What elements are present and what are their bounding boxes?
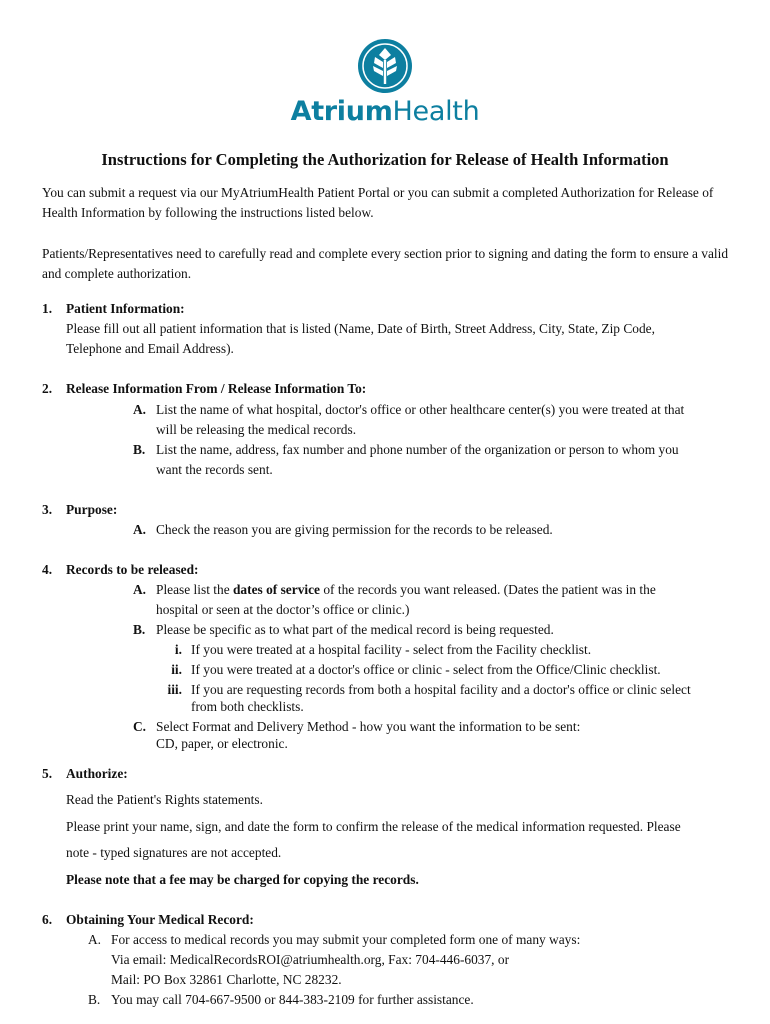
section-4-i-text: If you were treated at a hospital facility - select from the Facility checklist. — [191, 642, 592, 657]
section-6-number: 6. — [42, 912, 53, 927]
section-3-a-text: Check the reason you are giving permission for the records to be released. — [156, 522, 553, 537]
section-6-a-text-1: For access to medical records you may submit your completed form one of many ways: — [111, 932, 581, 947]
section-4-iii-marker: iii. — [167, 682, 182, 697]
brand-name: AtriumHealth — [290, 96, 480, 127]
section-1-text-2: Telephone and Email Address). — [66, 341, 234, 356]
section-5-text-3: note - typed signatures are not accepted. — [66, 845, 282, 860]
section-2-a-text-2: will be releasing the medical records. — [156, 422, 357, 437]
section-4-c-marker: C. — [133, 719, 147, 734]
section-3-heading: Purpose: — [66, 502, 118, 517]
section-6-b-marker: B. — [88, 992, 101, 1007]
section-4-a-text-2: hospital or seen at the doctor’s office or clinic.) — [156, 602, 410, 617]
section-5-heading: Authorize: — [66, 766, 128, 781]
section-4-number: 4. — [42, 562, 53, 577]
section-3-a-marker: A. — [133, 522, 147, 537]
intro-paragraph-1: You can submit a request via our MyAtriumHealth Patient Portal or you can submit a completed Authorization for Release of Health Information by following the instructions listed below. — [42, 185, 714, 220]
section-4-i-marker: i. — [174, 642, 182, 657]
section-4-ii-text: If you were treated at a doctor's office or clinic - select from the Office/Clinic checklist. — [191, 662, 661, 677]
section-2-b-text-1: List the name, address, fax number and phone number of the organization or person to whom you — [156, 442, 679, 457]
section-4-a-text-1: Please list the dates of service of the records you want released. (Dates the patient was in the — [156, 582, 656, 597]
section-2-a-marker: A. — [133, 402, 147, 417]
section-4-heading: Records to be released: — [66, 562, 199, 577]
atrium-health-logo — [290, 38, 480, 128]
section-5-number: 5. — [42, 766, 53, 781]
section-1-heading: Patient Information: — [66, 301, 185, 316]
section-6-a-text-2: Via email: MedicalRecordsROI@atriumhealth.org, Fax: 704-446-6037, or — [111, 952, 510, 967]
section-4-ii-marker: ii. — [171, 662, 182, 677]
section-5-fee-note: Please note that a fee may be charged for copying the records. — [66, 872, 419, 887]
section-6-a-text-3: Mail: PO Box 32861 Charlotte, NC 28232. — [111, 972, 342, 987]
section-4-a-marker: A. — [133, 582, 147, 597]
section-2-b-marker: B. — [133, 442, 146, 457]
page-title: Instructions for Completing the Authorization for Release of Health Information — [101, 150, 669, 169]
tree-icon — [357, 38, 413, 94]
section-6-heading: Obtaining Your Medical Record: — [66, 912, 254, 927]
section-6-a-marker: A. — [88, 932, 102, 947]
section-4-c-text-2: CD, paper, or electronic. — [156, 736, 288, 751]
section-2-heading: Release Information From / Release Information To: — [66, 381, 367, 396]
section-4-iii-text-1: If you are requesting records from both a hospital facility and a doctor's office or clinic select — [191, 682, 691, 697]
section-5-text-1: Read the Patient's Rights statements. — [66, 792, 263, 807]
section-4-c-text-1: Select Format and Delivery Method - how you want the information to be sent: — [156, 719, 581, 734]
section-1-number: 1. — [42, 301, 53, 316]
intro-paragraph-2: Patients/Representatives need to carefully read and complete every section prior to signing and dating the form to ensure a valid and complete authorization. — [42, 246, 729, 281]
section-4-iii-text-2: from both checklists. — [191, 699, 304, 714]
section-4-b-marker: B. — [133, 622, 146, 637]
section-6-b-text: You may call 704-667-9500 or 844-383-2109 for further assistance. — [111, 992, 474, 1007]
section-2-a-text-1: List the name of what hospital, doctor's office or other healthcare center(s) you were treated at that — [156, 402, 685, 417]
section-3-number: 3. — [42, 502, 53, 517]
section-2-number: 2. — [42, 381, 53, 396]
section-1-text-1: Please fill out all patient information that is listed (Name, Date of Birth, Street Address, City, State, Zip Code, — [66, 321, 655, 336]
section-4-b-text: Please be specific as to what part of the medical record is being requested. — [156, 622, 554, 637]
section-5-text-2: Please print your name, sign, and date the form to confirm the release of the medical information requested. Please — [66, 819, 681, 834]
section-2-b-text-2: want the records sent. — [156, 462, 273, 477]
